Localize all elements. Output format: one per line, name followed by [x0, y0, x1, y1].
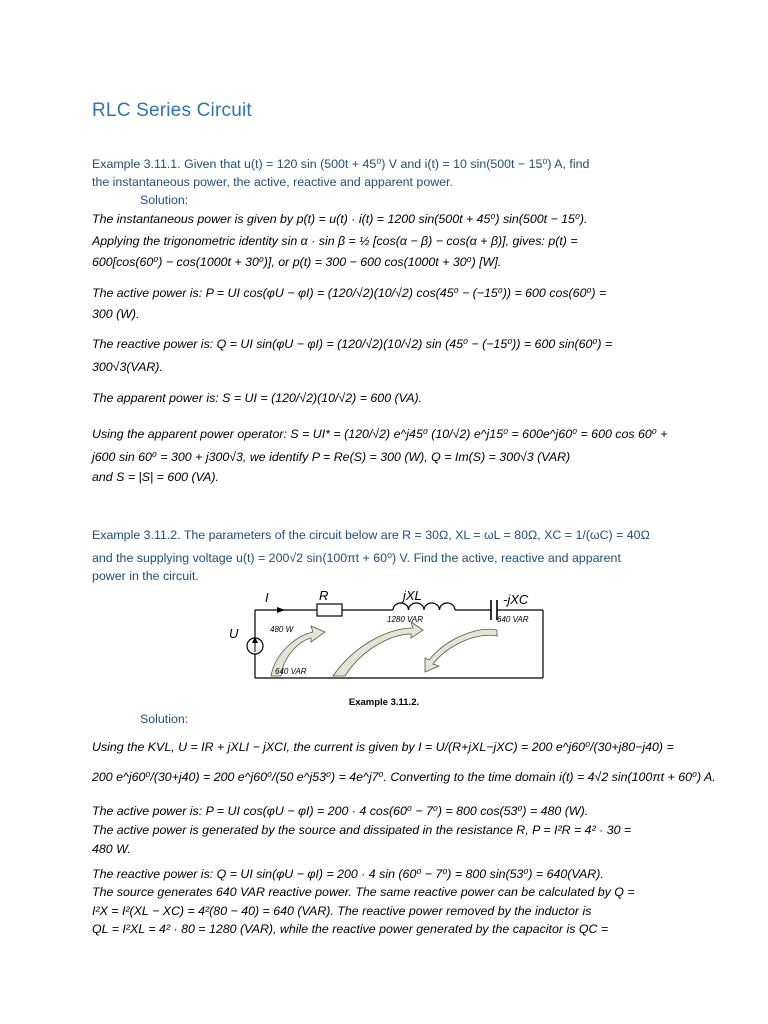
example-2-active-power: The active power is: P = UI cos(φU − φI) = 200 · 4 cos(60⁰ − 7⁰) = 800 cos(53⁰) = 480 (W).: [92, 804, 589, 818]
label-480-w: 480 W: [270, 625, 294, 634]
example-1-active-power-result: 300 (W).: [92, 307, 140, 321]
example-2-active-power-resistance: The active power is generated by the source and dissipated in the resistance R, P = I²R = 4² · 30 =: [92, 823, 632, 837]
inductor-icon: [393, 603, 455, 610]
example-2-reactive-power: The reactive power is: Q = UI sin(φU − φI) = 200 · 4 sin (60⁰ − 7⁰) = 800 sin(53⁰) = 640(VAR).: [92, 867, 604, 881]
example-1-power-expression: 600[cos(60⁰) − cos(1000t + 30⁰)], or p(t) = 300 − 600 cos(1000t + 30⁰) [W].: [92, 255, 502, 269]
example-1-trig-identity: Applying the trigonometric identity sin α · sin β = ½ [cos(α − β) − cos(α + β)], gives: p(t) =: [92, 234, 578, 248]
resistor-icon: [317, 604, 342, 616]
example-2-reactive-inductor: QL = I²XL = 4² · 80 = 1280 (VAR), while the reactive power generated by the capacitor is QC =: [92, 922, 609, 936]
label-jXL: jXL: [403, 588, 422, 603]
example-1-statement-line-2: the instantaneous power, the active, reactive and apparent power.: [92, 175, 453, 189]
example-2-current: 200 e^j60⁰/(30+j40) = 200 e^j60⁰/(50 e^j53⁰) = 4e^j7⁰. Converting to the time domain i(t) = 4√2 sin(100πt + 60⁰) A.: [92, 770, 716, 784]
example-2-active-power-result: 480 W.: [92, 842, 131, 856]
label-640-var-cap: 640 VAR: [497, 615, 529, 624]
reactive-power-flow-arrow-2: [425, 629, 497, 672]
rlc-circuit-diagram: [225, 588, 550, 683]
example-1-reactive-power: The reactive power is: Q = UI sin(φU − φI) = (120/√2)(10/√2) sin (45⁰ − (−15⁰)) = 600 sin(60⁰) =: [92, 337, 613, 351]
example-2-reactive-x: I²X = I²(XL − XC) = 4²(80 − 40) = 640 (VAR). The reactive power removed by the inductor is: [92, 904, 592, 918]
label-1280-var: 1280 VAR: [387, 615, 424, 624]
example-1-solution-label: Solution:: [140, 193, 189, 207]
example-1-apparent-magnitude: and S = |S| = 600 (VA).: [92, 470, 219, 484]
example-2-solution-label: Solution:: [140, 712, 189, 726]
example-1-reactive-power-result: 300√3(VAR).: [92, 360, 163, 374]
example-2-kvl: Using the KVL, U = IR + jXLI − jXCI, the current is given by I = U/(R+jXL−jXC) = 200 e^j60⁰/(30+j80−j40) =: [92, 740, 674, 754]
label-R: R: [319, 588, 329, 603]
current-arrow-icon: [277, 607, 285, 613]
page-title: RLC Series Circuit: [92, 100, 252, 121]
example-2-statement-line-3: power in the circuit.: [92, 569, 199, 583]
example-1-power-identification: j600 sin 60⁰ = 300 + j300√3, we identify P = Re(S) = 300 (W), Q = Im(S) = 300√3 (VAR): [92, 450, 571, 464]
example-2-statement-line-2: and the supplying voltage u(t) = 200√2 sin(100πt + 60⁰) V. Find the active, reactive and apparent: [92, 551, 621, 565]
label-640-var-source: 640 VAR: [275, 667, 307, 676]
reactive-power-flow-arrow-1: [333, 622, 423, 676]
example-2-reactive-source: The source generates 640 VAR reactive power. The same reactive power can be calculated by Q =: [92, 885, 635, 899]
label-voltage-U: U: [229, 626, 239, 641]
example-1-power-operator: Using the apparent power operator: S = UI* = (120/√2) e^j45⁰ (10/√2) e^j15⁰ = 600e^j60⁰ = 600 cos 60⁰ +: [92, 427, 668, 441]
example-2-statement-line-1: Example 3.11.2. The parameters of the circuit below are R = 30Ω, XL = ωL = 80Ω, XC = 1/(ωC) = 40Ω: [92, 528, 650, 542]
label-minus-jXC: -jXC: [503, 592, 529, 607]
label-current-I: I: [265, 590, 269, 605]
example-1-apparent-power: The apparent power is: S = UI = (120/√2)(10/√2) = 600 (VA).: [92, 391, 423, 405]
example-1-instantaneous-power: The instantaneous power is given by p(t) = u(t) · i(t) = 1200 sin(500t + 45⁰) sin(500t − 15⁰).: [92, 212, 588, 226]
figure-caption: Example 3.11.2.: [348, 697, 420, 708]
example-1-statement-line-1: Example 3.11.1. Given that u(t) = 120 sin (500t + 45⁰) V and i(t) = 10 sin(500t − 15⁰) A, find: [92, 157, 590, 171]
example-1-active-power: The active power is: P = UI cos(φU − φI) = (120/√2)(10/√2) cos(45⁰ − (−15⁰)) = 600 cos(60⁰) =: [92, 286, 607, 300]
